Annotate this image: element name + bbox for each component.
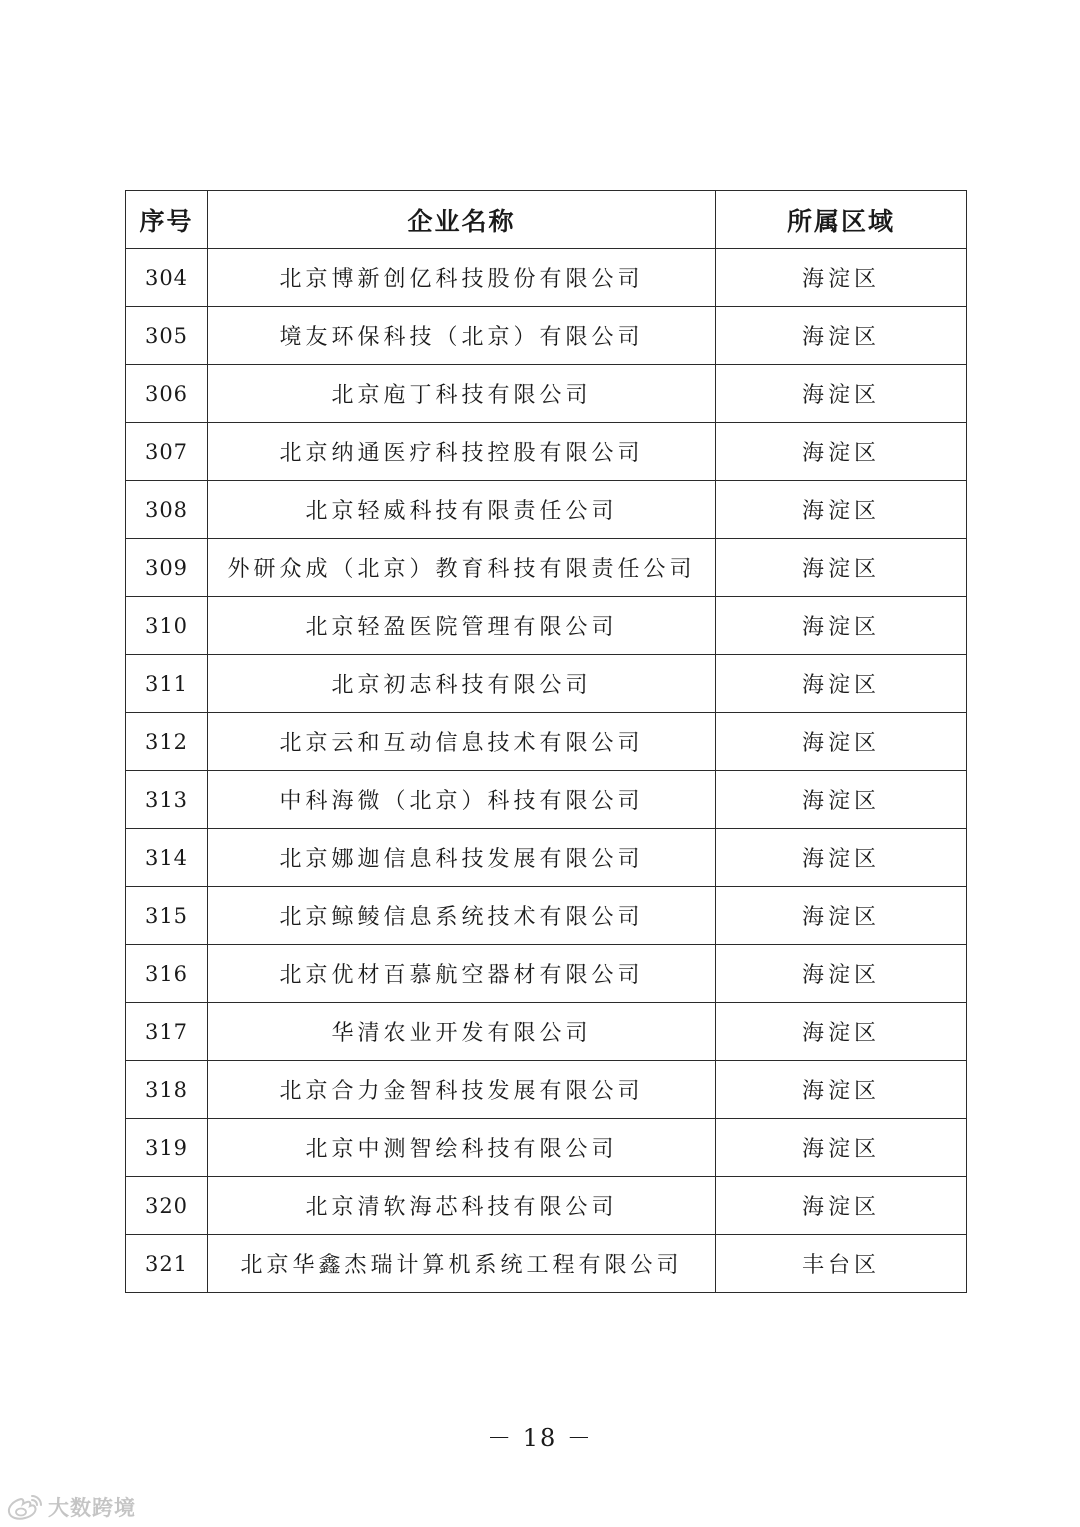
cell-company-name: 外研众成（北京）教育科技有限责任公司: [208, 539, 716, 597]
table-row: [126, 1119, 967, 1177]
cell-district: 海淀区: [716, 1061, 967, 1119]
table-row: [126, 1003, 967, 1061]
cell-district: 海淀区: [716, 597, 967, 655]
cell-company-name: 北京纳通医疗科技控股有限公司: [208, 423, 716, 481]
cell-company-name: 北京轻盈医院管理有限公司: [208, 597, 716, 655]
table-row: [126, 655, 967, 713]
table-row: [126, 365, 967, 423]
header-district: 所属区域: [716, 191, 967, 249]
cell-company-name: 中科海微（北京）科技有限公司: [208, 771, 716, 829]
cell-serial-number: 321: [126, 1235, 208, 1293]
cell-serial-number: 306: [126, 365, 208, 423]
table-row: [126, 887, 967, 945]
cell-serial-number: 317: [126, 1003, 208, 1061]
weibo-logo-icon: [6, 1493, 44, 1521]
watermark: [6, 1490, 136, 1524]
table-row: [126, 1061, 967, 1119]
cell-company-name: 北京合力金智科技发展有限公司: [208, 1061, 716, 1119]
cell-company-name: 华清农业开发有限公司: [208, 1003, 716, 1061]
cell-serial-number: 319: [126, 1119, 208, 1177]
cell-district: 海淀区: [716, 829, 967, 887]
cell-company-name: 北京云和互动信息技术有限公司: [208, 713, 716, 771]
table-row: [126, 249, 967, 307]
table-row: [126, 713, 967, 771]
cell-company-name: 北京清软海芯科技有限公司: [208, 1177, 716, 1235]
cell-company-name: 北京娜迦信息科技发展有限公司: [208, 829, 716, 887]
cell-company-name: 北京中测智绘科技有限公司: [208, 1119, 716, 1177]
cell-serial-number: 315: [126, 887, 208, 945]
table-row: [126, 307, 967, 365]
cell-company-name: 北京华鑫杰瑞计算机系统工程有限公司: [208, 1235, 716, 1293]
cell-company-name: 境友环保科技（北京）有限公司: [208, 307, 716, 365]
cell-serial-number: 310: [126, 597, 208, 655]
cell-district: 海淀区: [716, 481, 967, 539]
header-serial-number: 序号: [126, 191, 208, 249]
cell-district: 丰台区: [716, 1235, 967, 1293]
cell-serial-number: 316: [126, 945, 208, 1003]
table-row: [126, 1177, 967, 1235]
cell-serial-number: 318: [126, 1061, 208, 1119]
cell-serial-number: 312: [126, 713, 208, 771]
cell-district: 海淀区: [716, 887, 967, 945]
cell-district: 海淀区: [716, 771, 967, 829]
table-row: [126, 1235, 967, 1293]
cell-district: 海淀区: [716, 539, 967, 597]
watermark-text: 大数跨境: [48, 1496, 136, 1520]
cell-serial-number: 308: [126, 481, 208, 539]
cell-district: 海淀区: [716, 307, 967, 365]
cell-serial-number: 305: [126, 307, 208, 365]
company-list-table: [125, 190, 967, 1293]
table-row: [126, 539, 967, 597]
table-row: [126, 481, 967, 539]
cell-district: 海淀区: [716, 1003, 967, 1061]
cell-serial-number: 313: [126, 771, 208, 829]
cell-serial-number: 307: [126, 423, 208, 481]
page-number: － 18 －: [487, 1424, 593, 1452]
table-body: [126, 249, 967, 1293]
table-row: [126, 597, 967, 655]
header-company-name: 企业名称: [208, 191, 716, 249]
cell-district: 海淀区: [716, 1119, 967, 1177]
cell-district: 海淀区: [716, 655, 967, 713]
cell-district: 海淀区: [716, 1177, 967, 1235]
cell-company-name: 北京优材百慕航空器材有限公司: [208, 945, 716, 1003]
table-row: [126, 829, 967, 887]
cell-company-name: 北京轻威科技有限责任公司: [208, 481, 716, 539]
table-row: [126, 945, 967, 1003]
table-header-row: [126, 191, 967, 249]
cell-district: 海淀区: [716, 365, 967, 423]
cell-company-name: 北京博新创亿科技股份有限公司: [208, 249, 716, 307]
cell-company-name: 北京初志科技有限公司: [208, 655, 716, 713]
cell-district: 海淀区: [716, 713, 967, 771]
table-row: [126, 423, 967, 481]
cell-district: 海淀区: [716, 945, 967, 1003]
cell-district: 海淀区: [716, 249, 967, 307]
cell-serial-number: 304: [126, 249, 208, 307]
cell-company-name: 北京鲸鲮信息系统技术有限公司: [208, 887, 716, 945]
cell-company-name: 北京庖丁科技有限公司: [208, 365, 716, 423]
cell-serial-number: 311: [126, 655, 208, 713]
cell-serial-number: 320: [126, 1177, 208, 1235]
cell-district: 海淀区: [716, 423, 967, 481]
cell-serial-number: 309: [126, 539, 208, 597]
table-row: [126, 771, 967, 829]
cell-serial-number: 314: [126, 829, 208, 887]
